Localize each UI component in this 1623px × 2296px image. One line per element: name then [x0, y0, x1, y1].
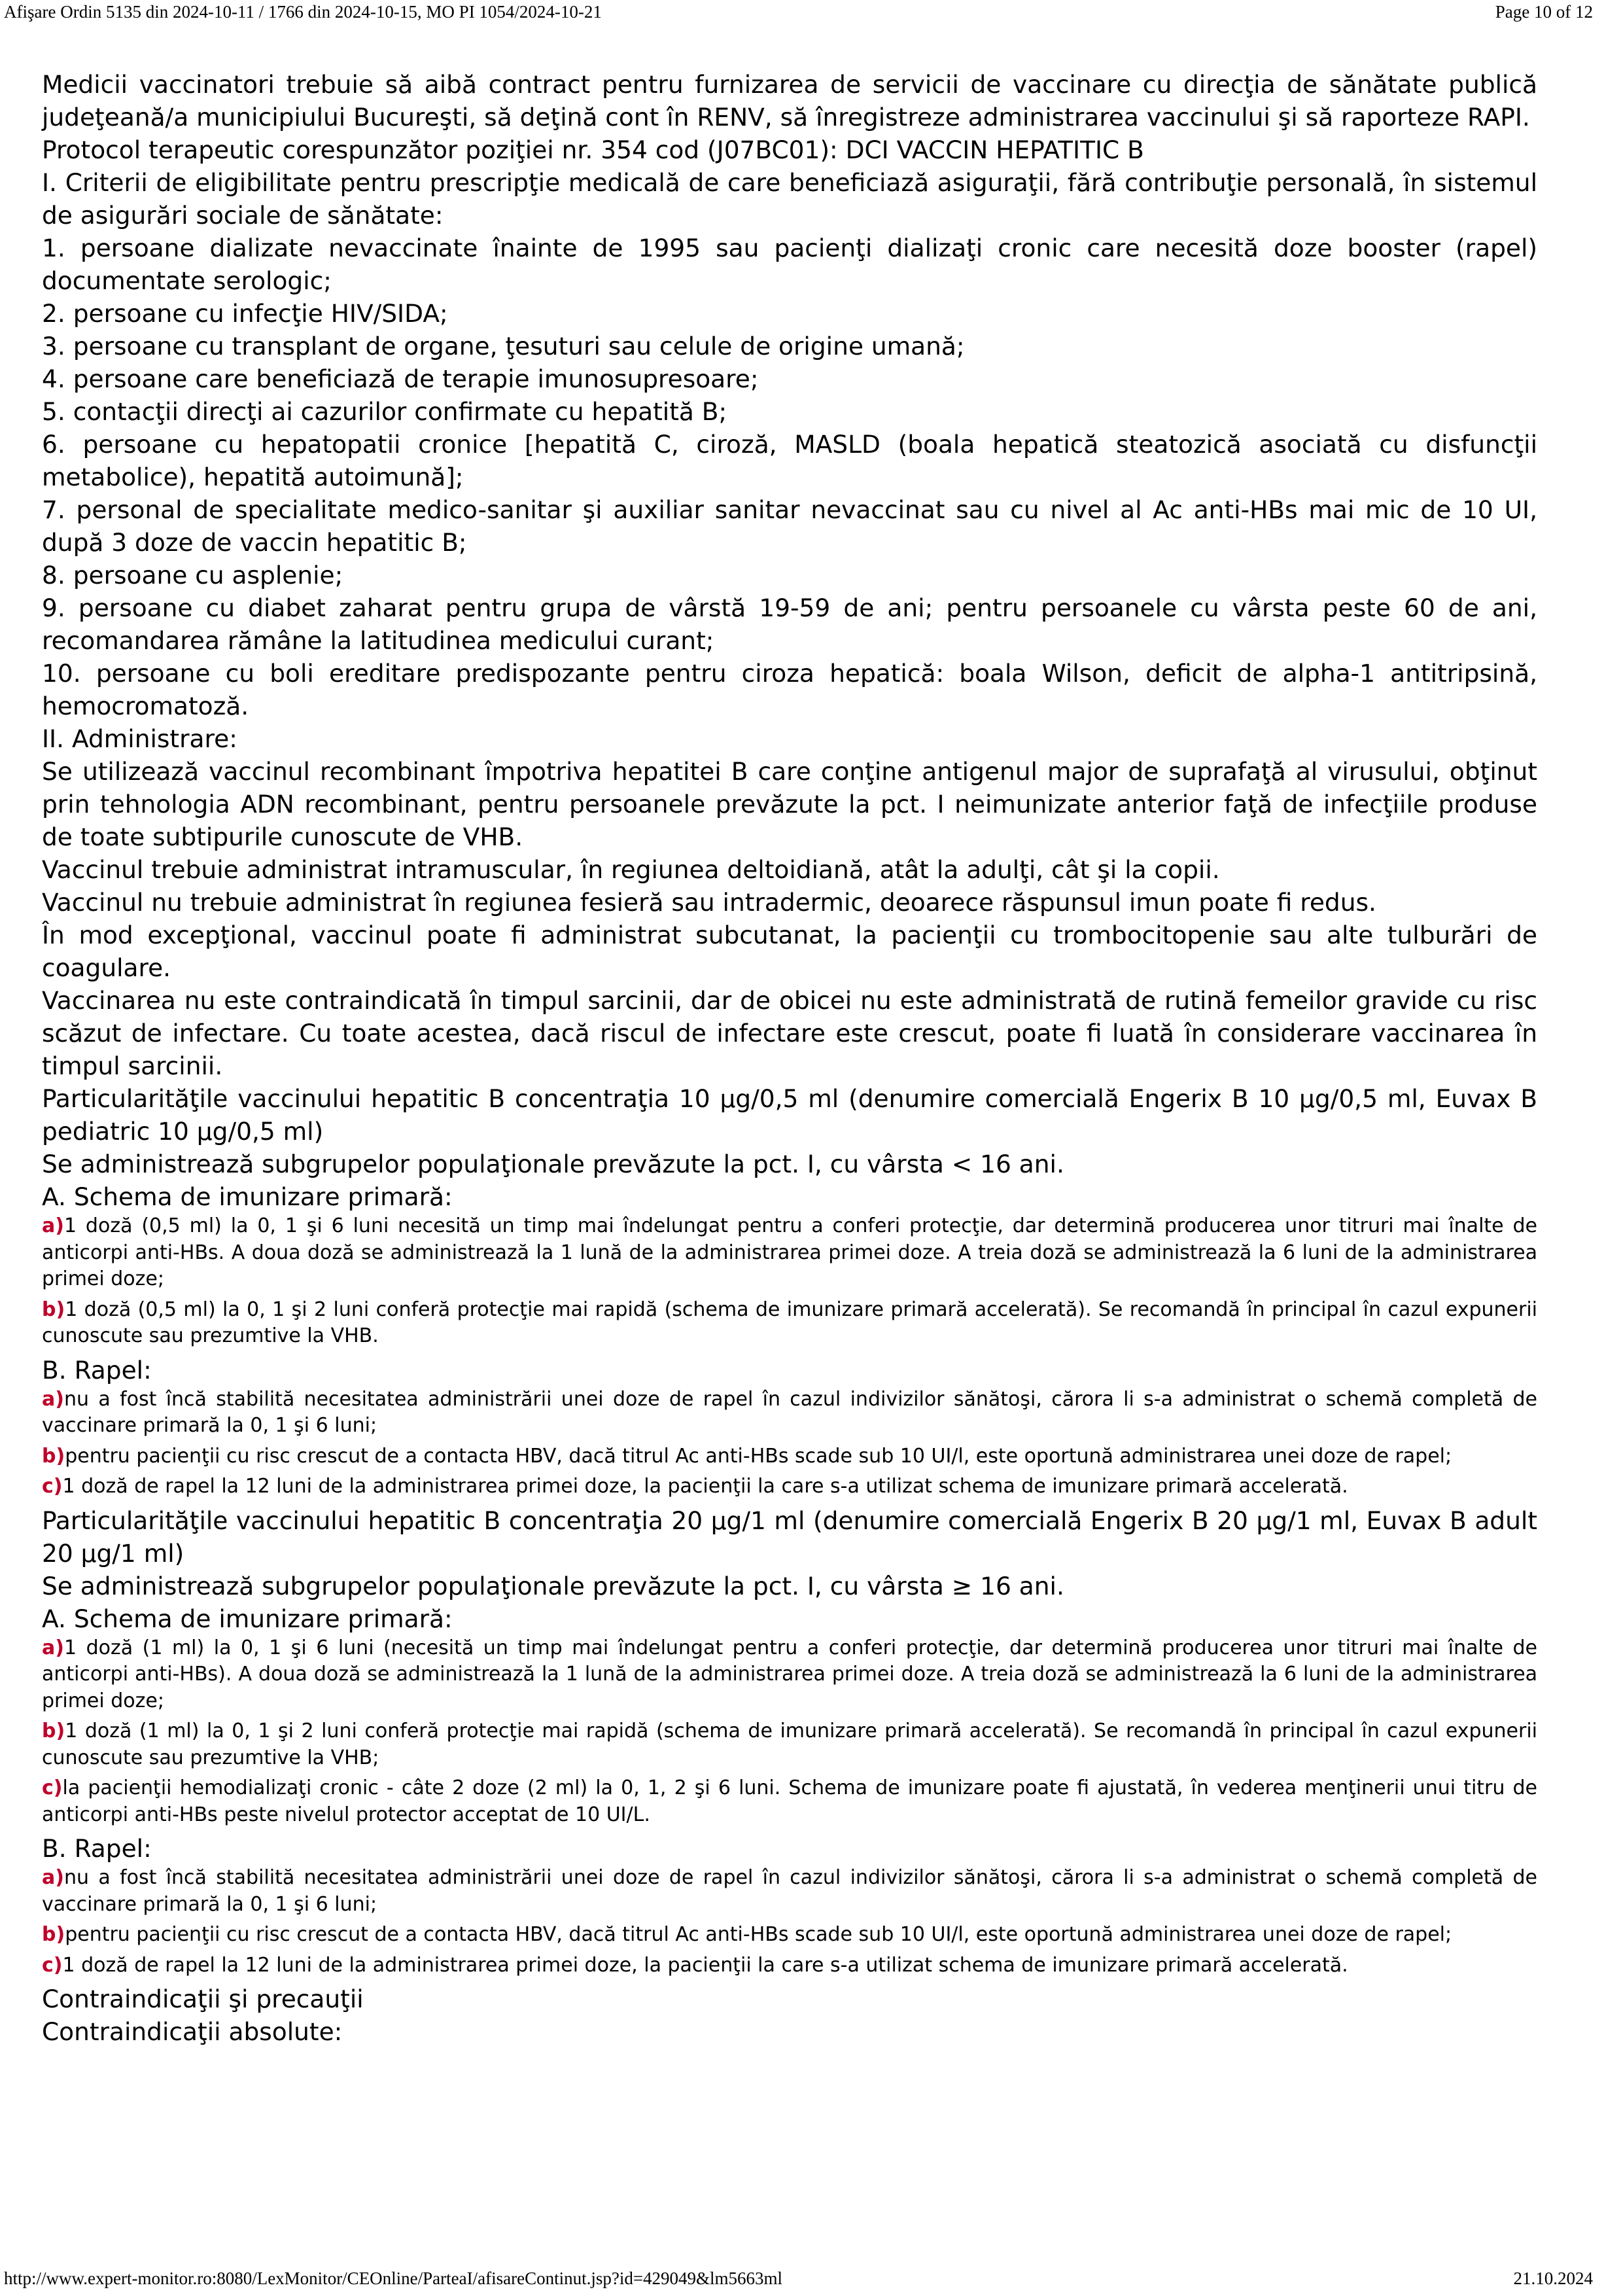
- criteria-item: 4. persoane care beneficiază de terapie imunosupresoare;: [42, 364, 759, 393]
- vaccine-10-schema-b-title: B. Rapel:: [42, 1355, 152, 1385]
- footer-date: 21.10.2024: [1513, 2269, 1593, 2288]
- item-letter: a): [42, 1866, 64, 1889]
- item-letter: a): [42, 1214, 64, 1237]
- item-text: 1 doză de rapel la 12 luni de la administrarea primei doze, la pacienţii la care s-a utilizat schema de imunizare primară accelerată.: [62, 1475, 1348, 1498]
- section-2-title: II. Administrare:: [42, 724, 237, 753]
- item-letter: a): [42, 1636, 64, 1659]
- item-letter: a): [42, 1387, 64, 1411]
- item-text: la pacienţii hemodializaţi cronic - câte 2 doze (2 ml) la 0, 1, 2 şi 6 luni. Schema de imunizare poate fi ajustată, în vederea menţinerii unui titru de anticorpi anti-HBs peste nivelul protector acceptat de 10 UI/L.: [42, 1776, 1537, 1826]
- schema-item: [42, 1775, 1537, 1828]
- page-header-title: Afişare Ordin 5135 din 2024-10-11 / 1766 din 2024-10-15, MO PI 1054/2024-10-21: [4, 2, 602, 22]
- item-letter: b): [42, 1298, 65, 1321]
- section-1-title: I. Criterii de eligibilitate pentru prescripţie medicală de care beneficiază asiguraţii, fără contribuţie personală, în sistemul de asigurări sociale de sănătate:: [42, 168, 1537, 230]
- vaccine-20-schema-b-title: B. Rapel:: [42, 1834, 152, 1863]
- vaccine-10-title: Particularităţile vaccinului hepatitic B concentraţia 10 µg/0,5 ml (denumire comercială Engerix B 10 µg/0,5 ml, Euvax B pediatric 10 µg/0,5 ml): [42, 1084, 1537, 1146]
- vaccine-20-schema-a-title: A. Schema de imunizare primară:: [42, 1604, 453, 1633]
- criteria-item: 2. persoane cu infecţie HIV/SIDA;: [42, 299, 448, 328]
- item-text: pentru pacienţii cu risc crescut de a contacta HBV, dacă titrul Ac anti-HBs scade sub 10 UI/l, este oportună administrarea unei doze de rapel;: [65, 1923, 1452, 1946]
- footer-url: http://www.expert-monitor.ro:8080/LexMonitor/CEOnline/ParteaI/afisareContinut.jsp?id=429049&lm5663ml: [4, 2269, 783, 2288]
- item-text: 1 doză de rapel la 12 luni de la administrarea primei doze, la pacienţii la care s-a utilizat schema de imunizare primară accelerată.: [62, 1953, 1348, 1977]
- item-letter: b): [42, 1444, 65, 1468]
- criteria-item: 8. persoane cu asplenie;: [42, 561, 343, 590]
- item-text: 1 doză (1 ml) la 0, 1 şi 2 luni conferă protecţie mai rapidă (schema de imunizare primară accelerată). Se recomandă în principal în cazul expunerii cunoscute sau prezumtive la VHB;: [42, 1720, 1537, 1769]
- schema-item: [42, 1922, 1537, 1949]
- protocol-title: Protocol terapeutic corespunzător poziţiei nr. 354 cod (J07BC01): DCI VACCIN HEPATITIC B: [42, 135, 1144, 164]
- item-letter: c): [42, 1953, 63, 1977]
- schema-item: [42, 1952, 1537, 1979]
- item-text: 1 doză (0,5 ml) la 0, 1 şi 2 luni conferă protecţie mai rapidă (schema de imunizare primară accelerată). Se recomandă în principal în cazul expunerii cunoscute sau prezumtive la VHB.: [42, 1298, 1537, 1347]
- criteria-item: 10. persoane cu boli ereditare predispozante pentru ciroza hepatică: boala Wilson, deficit de alpha-1 antitripsină, hemocromatoză.: [42, 659, 1537, 720]
- criteria-item: 7. personal de specialitate medico-sanitar şi auxiliar sanitar nevaccinat sau cu nivel al Ac anti-HBs mai mic de 10 UI, după 3 doze de vaccin hepatitic B;: [42, 495, 1537, 557]
- item-letter: c): [42, 1776, 63, 1799]
- schema-item: [42, 1386, 1537, 1439]
- vaccine-20-title: Particularităţile vaccinului hepatitic B concentraţia 20 µg/1 ml (denumire comercială Engerix B 20 µg/1 ml, Euvax B adult 20 µg/1 ml): [42, 1506, 1537, 1568]
- criteria-item: 5. contacţii direcţi ai cazurilor confirmate cu hepatită B;: [42, 397, 727, 426]
- vaccine-10-schema-a-title: A. Schema de imunizare primară:: [42, 1182, 453, 1211]
- document-body: [42, 68, 1537, 2048]
- absolute-contraindications-title: Contraindicaţii absolute:: [42, 2017, 343, 2046]
- contraindications-title: Contraindicaţii şi precauţii: [42, 1985, 364, 2013]
- admin-paragraph: Vaccinul trebuie administrat intramuscular, în regiunea deltoidiană, atât la adulţi, cât şi la copii.: [42, 855, 1220, 884]
- item-letter: b): [42, 1720, 65, 1742]
- criteria-item: 9. persoane cu diabet zaharat pentru grupa de vârstă 19-59 de ani; pentru persoanele cu vârsta peste 60 de ani, recomandarea rămâne la latitudinea medicului curant;: [42, 593, 1537, 655]
- admin-paragraph: Vaccinul nu trebuie administrat în regiunea fesieră sau intradermic, deoarece răspunsul imun poate fi redus.: [42, 888, 1376, 917]
- criteria-item: 3. persoane cu transplant de organe, ţesuturi sau celule de origine umană;: [42, 332, 965, 361]
- criteria-item: 6. persoane cu hepatopatii cronice [hepatită C, ciroză, MASLD (boala hepatică steatozică asociată cu disfuncţii metabolice), hepatită autoimună];: [42, 430, 1537, 491]
- schema-item: [42, 1865, 1537, 1918]
- schema-item: [42, 1635, 1537, 1715]
- schema-item: [42, 1443, 1537, 1470]
- item-text: 1 doză (1 ml) la 0, 1 şi 6 luni (necesită un timp mai îndelungat pentru a conferi protecţie, dar determină producerea unor titruri mai înalte de anticorpi anti-HBs). A doua doză se administrează la 1 lună de la administrarea primei doze. A treia doză se administrează la 6 luni de la administrarea primei doze;: [42, 1636, 1537, 1712]
- item-letter: c): [42, 1475, 63, 1498]
- item-letter: b): [42, 1923, 65, 1946]
- page-number: Page 10 of 12: [1495, 2, 1593, 22]
- intro-paragraph: Medicii vaccinatori trebuie să aibă contract pentru furnizarea de servicii de vaccinare cu direcţia de sănătate publică judeţeană/a municipiului Bucureşti, să deţină cont în RENV, să înregistreze administrarea vaccinului şi să raporteze RAPI.: [42, 70, 1537, 132]
- admin-paragraph: Se utilizează vaccinul recombinant împotriva hepatitei B care conţine antigenul major de suprafaţă al virusului, obţinut prin tehnologia ADN recombinant, pentru persoanele prevăzute la pct. I neimunizate anterior faţă de infecţiile produse de toate subtipurile cunoscute de VHB.: [42, 757, 1537, 851]
- item-text: 1 doză (0,5 ml) la 0, 1 şi 6 luni necesită un timp mai îndelungat pentru a conferi protecţie, dar determină producerea unor titruri mai înalte de anticorpi anti-HBs. A doua doză se administrează la 1 lună de la administrarea primei doze. A treia doză se administrează la 6 luni de la administrarea primei doze;: [42, 1214, 1537, 1290]
- schema-item: [42, 1474, 1537, 1500]
- schema-item: [42, 1213, 1537, 1293]
- item-text: nu a fost încă stabilită necesitatea administrării unei doze de rapel în cazul indivizilor sănătoşi, cărora li s-a administrat o schemă completă de vaccinare primară la 0, 1 şi 6 luni;: [42, 1387, 1537, 1437]
- item-text: pentru pacienţii cu risc crescut de a contacta HBV, dacă titrul Ac anti-HBs scade sub 10 UI/l, este oportună administrarea unei doze de rapel;: [65, 1444, 1452, 1468]
- criteria-item: 1. persoane dializate nevaccinate înainte de 1995 sau pacienţi dializaţi cronic care necesită doze booster (rapel) documentate serologic;: [42, 234, 1537, 295]
- admin-paragraph: În mod excepţional, vaccinul poate fi administrat subcutanat, la pacienţii cu trombocitopenie sau alte tulburări de coagulare.: [42, 921, 1537, 982]
- vaccine-10-scope: Se administrează subgrupelor populaţionale prevăzute la pct. I, cu vârsta < 16 ani.: [42, 1150, 1064, 1178]
- schema-item: [42, 1297, 1537, 1350]
- item-text: nu a fost încă stabilită necesitatea administrării unei doze de rapel în cazul indivizilor sănătoşi, cărora li s-a administrat o schemă completă de vaccinare primară la 0, 1 şi 6 luni;: [42, 1866, 1537, 1916]
- vaccine-20-scope: Se administrează subgrupelor populaţionale prevăzute la pct. I, cu vârsta ≥ 16 ani.: [42, 1571, 1064, 1600]
- schema-item: [42, 1718, 1537, 1771]
- admin-paragraph: Vaccinarea nu este contraindicată în timpul sarcinii, dar de obicei nu este administrată de rutină femeilor gravide cu risc scăzut de infectare. Cu toate acestea, dacă riscul de infectare este crescut, poate fi luată în considerare vaccinarea în timpul sarcinii.: [42, 986, 1537, 1080]
